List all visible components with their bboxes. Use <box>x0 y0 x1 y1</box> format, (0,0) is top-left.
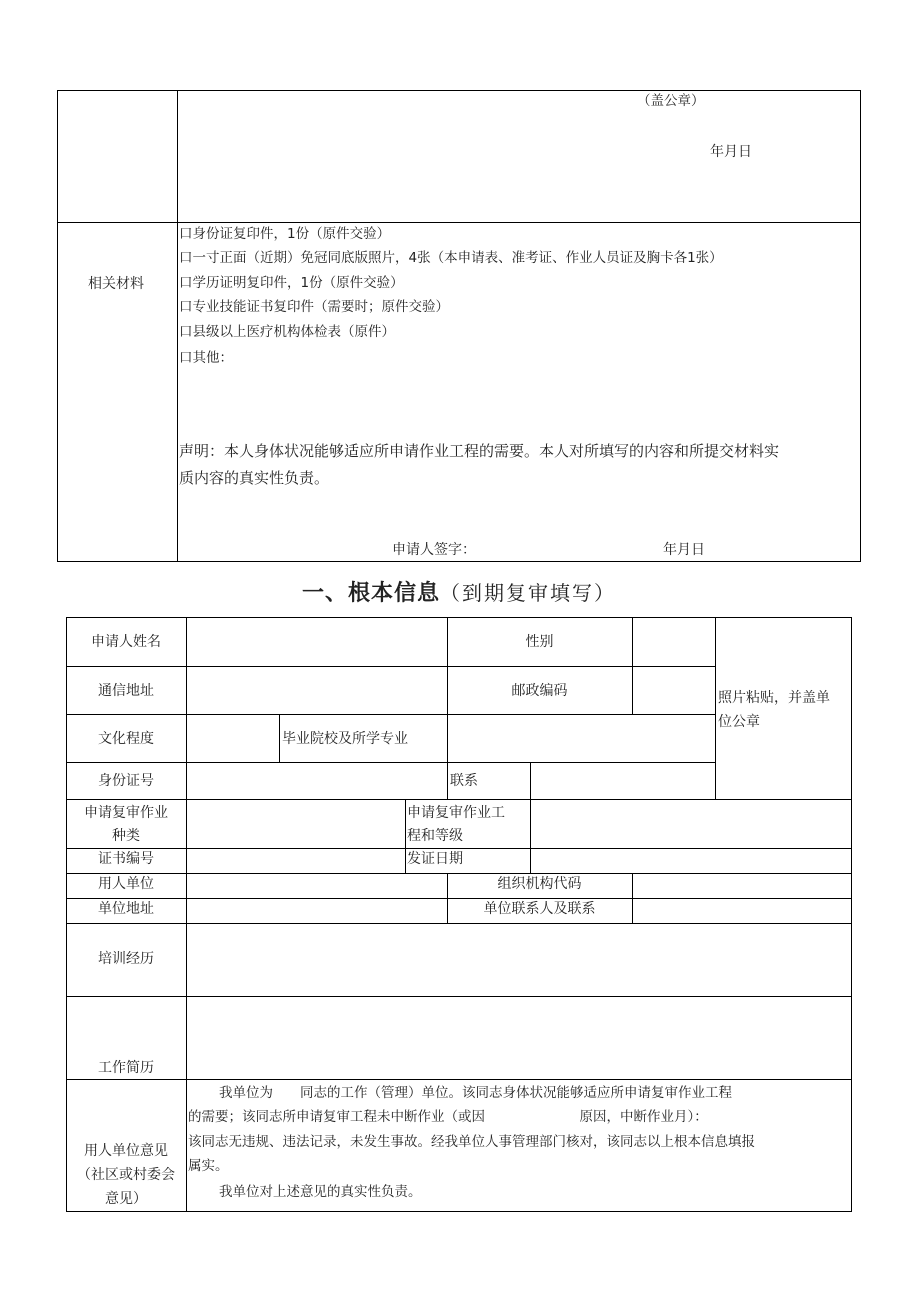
opinion-text-4: 属实。 <box>188 1158 229 1174</box>
statement-line-2: 质内容的真实性负责。 <box>179 469 330 487</box>
gender-label: 性别 <box>525 634 554 650</box>
id-number-label: 身份证号 <box>98 773 154 789</box>
employer-label: 用人单位 <box>98 876 154 892</box>
review-item-label-1: 申请复审作业工 <box>407 805 505 821</box>
unit-contact-label: 单位联系人及联系 <box>483 901 596 917</box>
work-history-label: 工作简历 <box>98 1060 154 1076</box>
section-title <box>302 576 616 607</box>
section-title-sub: （到期复审填写） <box>440 581 617 605</box>
school-major-label: 毕业院校及所学专业 <box>282 731 408 747</box>
signature-date: 年月日 <box>663 542 705 558</box>
opinion-text-3: 该同志无违规、违法记录，未发生事故。经我单位人事管理部门核对，该同志以上根本信息填报 <box>188 1134 755 1150</box>
opinion-label-2: （社区或村委会 <box>77 1167 175 1183</box>
seal-date: 年月日 <box>710 144 752 160</box>
org-code-label: 组织机构代码 <box>497 876 582 892</box>
opinion-text-5: 我单位对上述意见的真实性负责。 <box>219 1184 422 1200</box>
material-item-id-copy: 口身份证复印件，1份（原件交验） <box>179 226 391 242</box>
material-item-education: 口学历证明复印件，1份（原件交验） <box>179 275 404 291</box>
section-title-main: 一、根本信息 <box>302 581 441 606</box>
signature-label: 申请人签字： <box>392 542 476 558</box>
opinion-label-3: 意见） <box>105 1191 147 1207</box>
cert-number-label: 证书编号 <box>98 851 154 867</box>
contact-label: 联系 <box>450 773 478 789</box>
opinion-text-1: 我单位为 同志的工作（管理）单位。该同志身体状况能够适应所申请复审作业工程 <box>219 1085 732 1101</box>
postcode-label: 邮政编码 <box>511 683 568 699</box>
address-label: 通信地址 <box>98 683 154 699</box>
applicant-name-label: 申请人姓名 <box>91 634 161 650</box>
review-item-label-2: 程和等级 <box>407 828 463 844</box>
education-label: 文化程度 <box>98 731 154 747</box>
material-item-photo: 口一寸正面（近期）免冠同底版照片，4张（本申请表、准考证、作业人员证及胸卡各1张） <box>179 250 723 266</box>
material-item-skill-cert: 口专业技能证书复印件（需要时；原件交验） <box>179 299 449 315</box>
unit-address-label: 单位地址 <box>98 901 154 917</box>
statement-line-1: 声明：本人身体状况能够适应所申请作业工程的需要。本人对所填写的内容和所提交材料实 <box>179 442 780 460</box>
materials-label: 相关材料 <box>88 276 144 292</box>
seal-note: （盖公章） <box>637 93 705 109</box>
material-item-other: 口其他： <box>179 350 233 366</box>
review-type-label-2: 种类 <box>112 828 140 844</box>
opinion-text-2: 的需要；该同志所申请复审工程未中断作业（或因 原因，中断作业月）： <box>188 1109 708 1125</box>
issue-date-label: 发证日期 <box>407 851 463 867</box>
photo-note-line-1: 照片粘贴，并盖单 <box>718 690 830 706</box>
training-label: 培训经历 <box>98 951 154 967</box>
photo-note-line-2: 位公章 <box>718 714 760 730</box>
material-item-medical: 口县级以上医疗机构体检表（原件） <box>179 324 395 340</box>
opinion-label-1: 用人单位意见 <box>84 1143 168 1159</box>
review-type-label-1: 申请复审作业 <box>84 805 168 821</box>
